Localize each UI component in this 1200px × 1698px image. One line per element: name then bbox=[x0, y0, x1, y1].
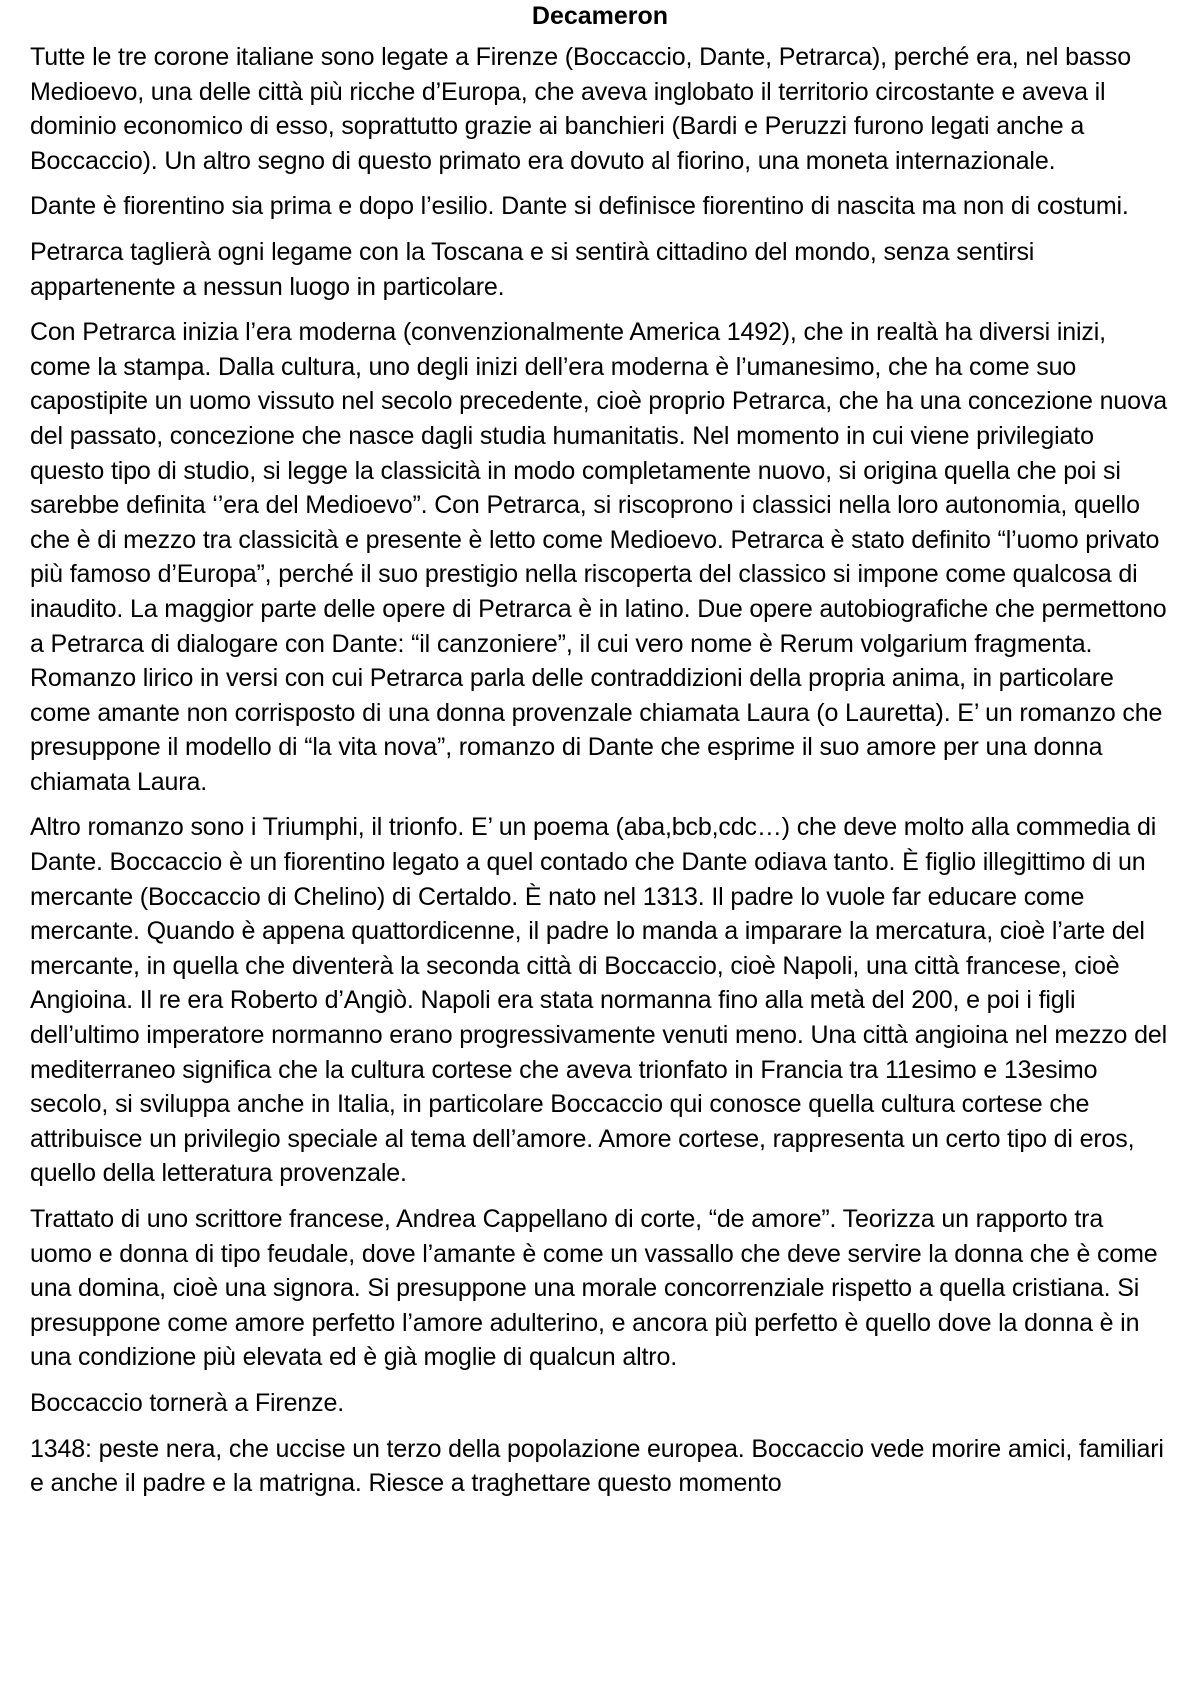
document-title: Decameron bbox=[531, 2, 669, 30]
paragraph: 1348: peste nera, che uccise un terzo della popolazione europea. Boccaccio vede morire amici, familiari e anche il padre e la matrigna. Riesce a traghettare questo momento bbox=[30, 1434, 1164, 1498]
paragraph: Trattato di uno scrittore francese, Andrea Cappellano di corte, “de amore”. Teorizza un rapporto tra uomo e donna di tipo feudale, dove l’amante è come un vassallo che deve servire la donna che è come una domina, cioè una signora. Si presuppone una morale concorrenziale rispetto a quella cristiana. Si presuppone come amore perfetto l’amore adulterino, e ancora più perfetto è quello dove la donna è in una condizione più elevata ed è già moglie di qualcun altro. bbox=[30, 1205, 1158, 1372]
paragraph: Petrarca taglierà ogni legame con la Toscana e si sentirà cittadino del mondo, senza sentirsi appartenente a nessun luogo in particolare. bbox=[30, 237, 1035, 301]
paragraph: Boccaccio tornerà a Firenze. bbox=[30, 1388, 345, 1417]
paragraph: Dante è fiorentino sia prima e dopo l’esilio. Dante si definisce fiorentino di nascita ma non di costumi. bbox=[30, 192, 1129, 221]
paragraph: Altro romanzo sono i Triumphi, il trionfo. E’ un poema (aba,bcb,cdc…) che deve molto alla commedia di Dante. Boccaccio è un fiorentino legato a quel contado che Dante odiava tanto. È figlio illegittimo di un mercante (Boccaccio di Chelino) di Certaldo. È nato nel 1313. Il padre lo vuole far educare come mercante. Quando è appena quattordicenne, il padre lo manda a imparare la mercatura, cioè l’arte del mercante, in quella che diventerà la seconda città di Boccaccio, cioè Napoli, una città francese, cioè Angioina. Il re era Roberto d’Angiò. Napoli era stata normanna fino alla metà del 200, e poi i figli dell’ultimo imperatore normanno erano progressivamente venuti meno. Una città angioina nel mezzo del mediterraneo significa che la cultura cortese che aveva trionfato in Francia tra 11esimo e 13esimo secolo, si sviluppa anche in Italia, in particolare Boccaccio qui conosce quella cultura cortese che attribuisce un privilegio speciale al tema dell’amore. Amore cortese, rappresenta un certo tipo di eros, quello della letteratura provenzale. bbox=[30, 813, 1168, 1188]
paragraph: Con Petrarca inizia l’era moderna (convenzionalmente America 1492), che in realtà ha diversi inizi, come la stampa. Dalla cultura, uno degli inizi dell’era moderna è l’umanesimo, che ha come suo capostipite un uomo vissuto nel secolo precedente, cioè proprio Petrarca, che ha una concezione nuova del passato, concezione che nasce dagli studia humanitatis. Nel momento in cui viene privilegiato questo tipo di studio, si legge la classicità in modo completamente nuovo, si origina quella che poi si sarebbe definita ‘’era del Medioevo”. Con Petrarca, si riscoprono i classici nella loro autonomia, quello che è di mezzo tra classicità e presente è letto come Medioevo. Petrarca è stato definito “l’uomo privato più famoso d’Europa”, perché il suo prestigio nella riscoperta del classico si impone come qualcosa di inaudito. La maggior parte delle opere di Petrarca è in latino. Due opere autobiografiche che permettono a Petrarca di dialogare con Dante: “il canzoniere”, il cui vero nome è Rerum volgarium fragmenta. Romanzo lirico in versi con cui Petrarca parla delle contraddizioni della propria anima, in particolare come amante non corrisposto di una donna provenzale chiamata Laura (o Lauretta). E’ un romanzo che presuppone il modello di “la vita nova”, romanzo di Dante che esprime il suo amore per una donna chiamata Laura. bbox=[30, 318, 1167, 796]
paragraph: Tutte le tre corone italiane sono legate a Firenze (Boccaccio, Dante, Petrarca), perché era, nel basso Medioevo, una delle città più ricche d’Europa, che aveva inglobato il territorio circostante e aveva il dominio economico di esso, soprattutto grazie ai banchieri (Bardi e Peruzzi furono legati anche a Boccaccio). Un altro segno di questo primato era dovuto al fiorino, una moneta internazionale. bbox=[30, 43, 1132, 175]
document-body bbox=[30, 40, 1170, 1501]
